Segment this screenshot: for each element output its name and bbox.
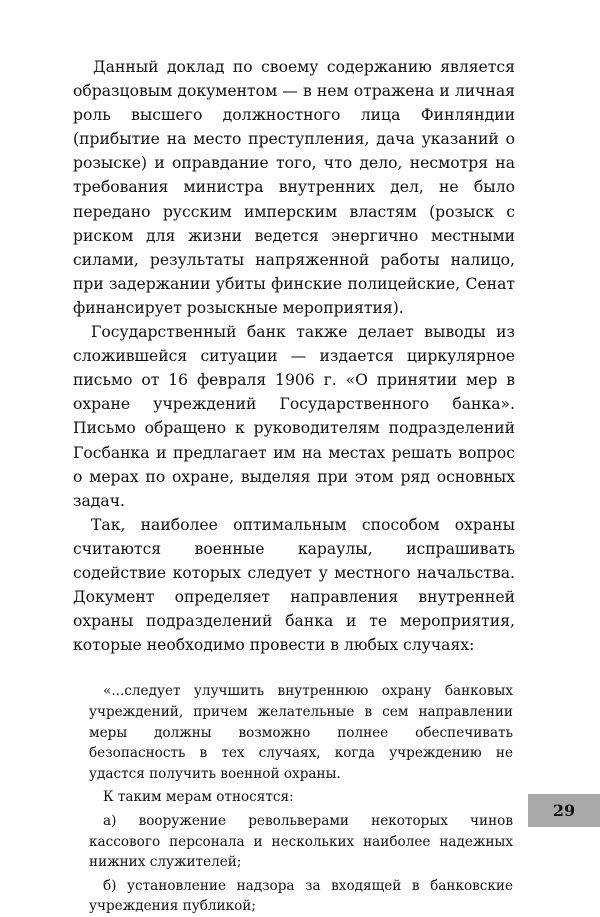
quote-paragraph-2: К таким мерам относятся: <box>103 789 294 806</box>
quote-block <box>73 681 515 917</box>
page-number: 29 <box>552 801 576 820</box>
quote-paragraph-1: «...следует улучшить внутреннюю охрану банковых учреждений, причем желательные в сем направлении меры должны возможно полнее обеспечивать безопасность в тех случаях, когда учреждению не удастся получить военной охраны. <box>89 683 513 782</box>
paragraph-3: Так, наиболее оптимальным способом охраны считаются военные караулы, испрашивать содействие которых следует у местного начальства. Документ определяет направления внутренней охраны подразделений банка и те мероприятия, которые необходимо провести в любых случаях: <box>73 515 515 655</box>
paragraph-2: Государственный банк также делает выводы из сложившейся ситуации — издается циркулярное письмо от 16 февраля 1906 г. «О принятии мер в охране учреждений Государственного банка». Письмо обращено к руководителям подразделений Госбанка и предлагает им на местах решать вопрос о мерах по охране, выделяя при этом ряд основных задач. <box>73 323 515 510</box>
quote-paragraph-4: б) установление надзора за входящей в банковские учреждения публикой; <box>89 877 513 915</box>
page-body <box>73 55 515 917</box>
page-number-tab <box>528 794 600 827</box>
paragraph-1: Данный доклад по своему содержанию является образцовым документом — в нем отражена и личная роль высшего должностного лица Финляндии (прибытие на место преступления, дача указаний о розыске) и оправдание того, что дело, несмотря на требования министра внутренних дел, не было передано русским имперским властям (розыск с риском для жизни ведется энергично местными силами, результаты напряженной работы налицо, при задержании убиты финские полицейские, Сенат финансирует розыскные мероприятия). <box>73 58 515 317</box>
quote-paragraph-3: а) вооружение револьверами некоторых чинов кассового персонала и нескольких наиболее надежных нижних служителей; <box>89 812 513 871</box>
